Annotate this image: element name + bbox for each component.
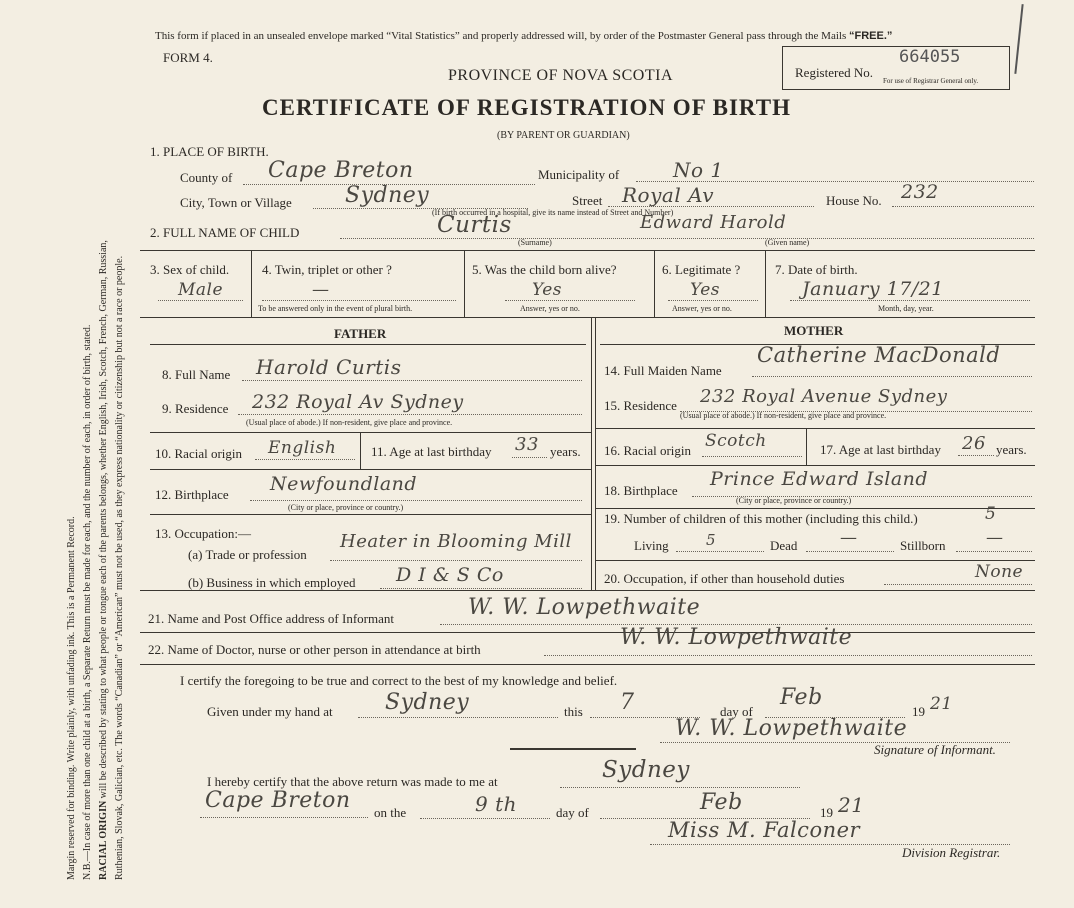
- father-race-rule-top: [150, 432, 591, 433]
- surname-note: (Surname): [518, 238, 552, 247]
- father-race: English: [268, 438, 337, 458]
- mother-race-rule-bottom: [596, 465, 1035, 466]
- registrar-note: For use of Registrar General only.: [883, 77, 979, 85]
- child-name-line: [340, 238, 1034, 239]
- signature-label: Signature of Informant.: [874, 742, 996, 757]
- certify-year: 21: [930, 694, 953, 714]
- county-value: Cape Breton: [268, 158, 414, 183]
- mother-years: years.: [996, 442, 1027, 457]
- mother-residence: 232 Royal Avenue Sydney: [700, 386, 948, 407]
- given-place: Sydney: [385, 690, 470, 715]
- dob-value: January 17/21: [802, 278, 944, 300]
- municipality-label: Municipality of: [538, 167, 620, 182]
- mother-race-label: 16. Racial origin: [604, 443, 692, 458]
- mother-birthplace-note: (City or place, province or country.): [736, 496, 852, 505]
- father-name-line: [242, 380, 582, 381]
- municipality-value: No 1: [673, 158, 724, 182]
- province-title: PROVINCE OF NOVA SCOTIA: [448, 67, 674, 84]
- sidebar-note-2: N.B.—In case of more than one child at a birth, a Separate Return must be made for each, and the number of each, in order of birth, stated.: [82, 324, 93, 880]
- registrar-year: 21: [838, 793, 865, 817]
- twin-line: [262, 300, 456, 301]
- father-birthplace: Newfoundland: [270, 473, 418, 495]
- alive-line: [505, 300, 635, 301]
- father-occupation-label: 13. Occupation:—: [155, 526, 252, 541]
- twin-note: To be answered only in the event of plural birth.: [258, 304, 413, 313]
- stillborn-value: —: [986, 528, 1004, 548]
- sep-5-6: [654, 251, 655, 317]
- living-value: 5: [706, 531, 717, 549]
- registrar-place: Sydney: [602, 757, 690, 783]
- mother-name: Catherine MacDonald: [757, 343, 1001, 367]
- mother-name-label: 14. Full Maiden Name: [604, 363, 722, 378]
- trade-value: Heater in Blooming Mill: [340, 531, 572, 552]
- trade-label: (a) Trade or profession: [188, 547, 307, 562]
- mother-age-label: 17. Age at last birthday: [820, 442, 941, 457]
- father-birthplace-label: 12. Birthplace: [155, 487, 229, 502]
- stillborn-label: Stillborn: [900, 538, 946, 553]
- place-heading: 1. PLACE OF BIRTH.: [150, 144, 269, 159]
- check-mark: [1014, 4, 1023, 74]
- mother-age-line: [958, 455, 994, 456]
- mother-bp-rule: [596, 508, 1035, 509]
- certify-month: Feb: [780, 685, 823, 710]
- sidebar-note-4: Ruthenian, Slovak, Galician, etc. The words “Canadian” or “American” must not be used, as they express nationality or citizenship but not a race or people.: [114, 255, 125, 880]
- parents-divider: [591, 318, 592, 590]
- children-value: 5: [985, 504, 997, 524]
- dob-note: Month, day, year.: [878, 304, 934, 313]
- parents-divider-2: [595, 318, 596, 590]
- sidebar-note-1: Margin reserved for binding. Write plainly, with unfading ink. This is a Permanent Record.: [66, 516, 77, 880]
- form-number: FORM 4.: [163, 50, 213, 65]
- registrar-day-line: [420, 818, 550, 819]
- sep-4-5: [464, 251, 465, 317]
- dead-line: [806, 551, 894, 552]
- sep-3-4: [251, 251, 252, 317]
- mail-notice: [155, 30, 1015, 42]
- city-label: City, Town or Village: [180, 195, 292, 210]
- certificate-subtitle: (BY PARENT OR GUARDIAN): [497, 130, 630, 141]
- twin-label: 4. Twin, triplet or other ?: [262, 262, 392, 277]
- living-line: [676, 551, 764, 552]
- mother-race-rule-top: [596, 428, 1035, 429]
- father-race-line: [255, 459, 355, 460]
- child-name-label: 2. FULL NAME OF CHILD: [150, 225, 300, 240]
- racial-origin-heading: RACIAL ORIGIN: [98, 800, 109, 880]
- certify-year-prefix: 19: [912, 704, 925, 719]
- sidebar-note-3: [98, 240, 110, 880]
- house-line: [892, 206, 1034, 207]
- sep-6-7: [765, 251, 766, 317]
- certificate-title: CERTIFICATE OF REGISTRATION OF BIRTH: [262, 95, 791, 120]
- informant-mid-rule: [140, 632, 1035, 633]
- mother-residence-label: 15. Residence: [604, 398, 677, 413]
- certify-day-of: day of: [720, 704, 753, 719]
- county-label: County of: [180, 170, 233, 185]
- father-residence-label: 9. Residence: [162, 401, 229, 416]
- given-note: (Given name): [765, 238, 810, 247]
- street-value: Royal Av: [622, 183, 715, 207]
- father-birthplace-line: [250, 500, 582, 501]
- father-race-sep: [360, 433, 361, 469]
- mother-occupation-label: 20. Occupation, if other than household duties: [604, 571, 845, 586]
- doctor-value: W. W. Lowpethwaite: [620, 625, 853, 650]
- father-years: years.: [550, 444, 581, 459]
- mother-age: 26: [962, 433, 986, 454]
- father-residence: 232 Royal Av Sydney: [252, 391, 464, 413]
- registered-number: 664055: [899, 47, 961, 67]
- mother-heading: MOTHER: [784, 323, 844, 338]
- dob-label: 7. Date of birth.: [775, 262, 858, 277]
- mail-free: “FREE.”: [848, 30, 893, 42]
- given-label: Given under my hand at: [207, 704, 333, 719]
- informant-value: W. W. Lowpethwaite: [468, 595, 701, 620]
- father-age-label: 11. Age at last birthday: [371, 444, 492, 459]
- sex-label: 3. Sex of child.: [150, 262, 230, 277]
- father-age: 33: [515, 434, 539, 455]
- dead-value: —: [840, 528, 858, 548]
- certify-text: I certify the foregoing to be true and correct to the best of my knowledge and belief.: [180, 673, 618, 688]
- business-value: D I & S Co: [396, 564, 504, 586]
- registrar-month: Feb: [700, 790, 743, 815]
- informant-top-rule: [140, 590, 1035, 591]
- mother-race: Scotch: [705, 431, 767, 451]
- informant-bottom-rule: [140, 664, 1035, 665]
- sex-value: Male: [178, 280, 224, 300]
- child-given-name: Edward Harold: [640, 212, 787, 233]
- section-divider: [510, 748, 636, 750]
- sex-line: [158, 300, 243, 301]
- street-label: Street: [572, 193, 603, 208]
- racial-origin-text: will be described by stating to what people or tongue each of the parents belongs, whether English, Irish, Scotch, French, German, Russian,: [98, 240, 109, 801]
- dob-line: [790, 300, 1030, 301]
- father-race-rule-bottom: [150, 469, 591, 470]
- alive-note: Answer, yes or no.: [520, 304, 580, 313]
- mother-occupation: None: [975, 562, 1024, 582]
- registrar-place-line: [560, 787, 800, 788]
- doctor-label: 22. Name of Doctor, nurse or other person in attendance at birth: [148, 642, 481, 657]
- mother-abode-note: (Usual place of abode.) If non-resident, give place and province.: [680, 411, 887, 420]
- house-label: House No.: [826, 193, 882, 208]
- child-surname: Curtis: [437, 212, 512, 238]
- registration-box: [782, 46, 1010, 90]
- mother-children-rule: [596, 560, 1035, 561]
- registrar-label: Division Registrar.: [902, 845, 1001, 860]
- stillborn-line: [956, 551, 1032, 552]
- mother-name-line: [752, 376, 1032, 377]
- registered-label: Registered No.: [795, 65, 873, 80]
- dead-label: Dead: [770, 538, 798, 553]
- trade-line: [330, 560, 582, 561]
- row-top-rule: [140, 250, 1035, 251]
- informant-label: 21. Name and Post Office address of Informant: [148, 611, 394, 626]
- alive-value: Yes: [532, 280, 563, 300]
- certify-day: 7: [620, 690, 635, 715]
- registrar-year-prefix: 19: [820, 805, 833, 820]
- mother-race-line: [702, 456, 802, 457]
- father-residence-line: [238, 414, 582, 415]
- father-abode-note: (Usual place of abode.) If non-resident, give place and province.: [246, 418, 453, 427]
- registrar-county: Cape Breton: [205, 788, 351, 813]
- father-name: Harold Curtis: [256, 355, 402, 379]
- mother-race-sep: [806, 429, 807, 465]
- hospital-note: (If birth occurred in a hospital, give its name instead of Street and Number): [432, 208, 674, 217]
- father-heading-rule: [150, 344, 586, 345]
- house-value: 232: [901, 181, 939, 203]
- mother-birthplace: Prince Edward Island: [710, 468, 929, 490]
- registrar-text: I hereby certify that the above return was made to me at: [207, 774, 498, 789]
- mail-notice-text: This form if placed in an unsealed envelope marked “Vital Statistics” and properly addressed will, by order of the Postmaster General pass through the Mails: [155, 30, 847, 42]
- registrar-day: 9 th: [475, 792, 517, 816]
- twin-value: —: [312, 280, 330, 300]
- informant-signature: W. W. Lowpethwaite: [675, 716, 908, 741]
- legitimate-value: Yes: [690, 280, 721, 300]
- father-age-line: [512, 457, 547, 458]
- given-place-line: [358, 717, 558, 718]
- registrar-day-of: day of: [556, 805, 589, 820]
- parents-top-rule: [140, 317, 1035, 318]
- registrar-on-the: on the: [374, 805, 407, 820]
- alive-label: 5. Was the child born alive?: [472, 262, 617, 277]
- city-value: Sydney: [345, 183, 430, 208]
- father-bp-rule: [150, 514, 591, 515]
- legitimate-note: Answer, yes or no.: [672, 304, 732, 313]
- mother-occupation-line: [884, 584, 1032, 585]
- father-name-label: 8. Full Name: [162, 367, 231, 382]
- children-label: 19. Number of children of this mother (including this child.): [604, 511, 918, 526]
- registrar-signature: Miss M. Falconer: [668, 818, 861, 842]
- father-birthplace-note: (City or place, province or country.): [288, 503, 404, 512]
- legitimate-label: 6. Legitimate ?: [662, 262, 741, 277]
- this-label: this: [564, 704, 583, 719]
- business-line: [380, 588, 582, 589]
- mother-birthplace-label: 18. Birthplace: [604, 483, 678, 498]
- business-label: (b) Business in which employed: [188, 575, 356, 590]
- doctor-line: [544, 655, 1032, 656]
- father-heading: FATHER: [334, 326, 387, 341]
- registrar-county-line: [200, 817, 368, 818]
- living-label: Living: [634, 538, 669, 553]
- father-race-label: 10. Racial origin: [155, 446, 243, 461]
- legitimate-line: [668, 300, 758, 301]
